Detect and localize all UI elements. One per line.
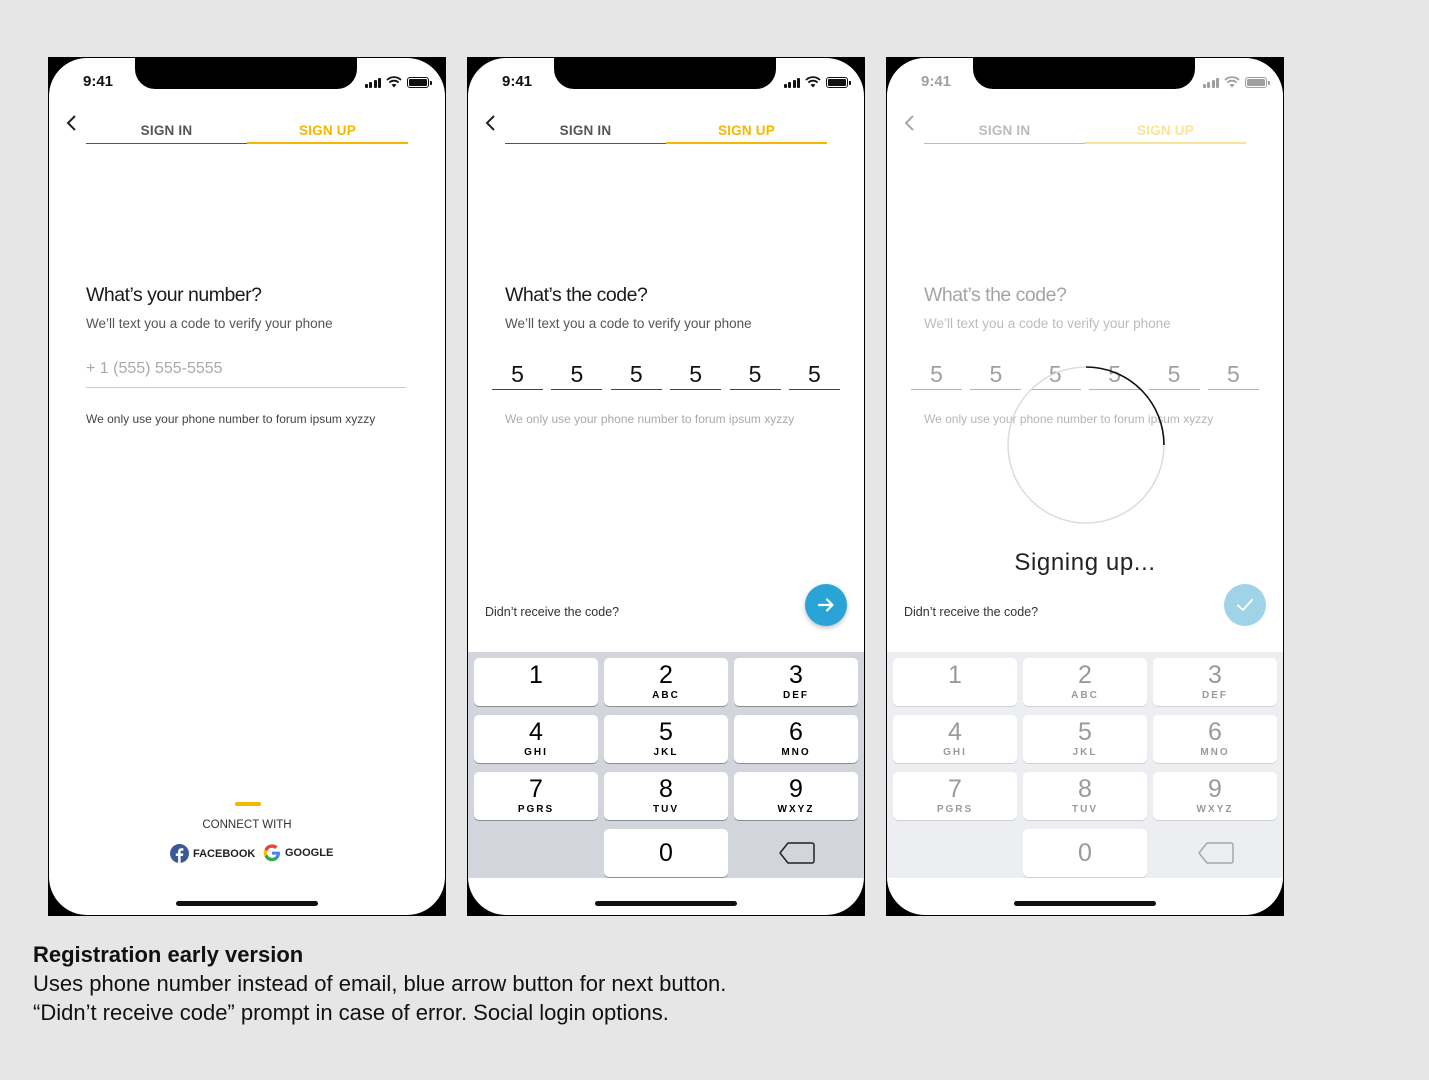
screen (887, 58, 1283, 915)
page-subtitle: We’ll text you a code to verify your phone (505, 316, 752, 331)
code-digit[interactable]: 5 (730, 360, 781, 390)
battery-icon (826, 77, 848, 88)
loading-spinner (1005, 364, 1167, 526)
status-time: 9:41 (83, 73, 114, 90)
caption-line: Uses phone number instead of email, blue arrow button for next button. (33, 971, 727, 996)
tab-sign-in[interactable]: SIGN IN (559, 123, 612, 138)
disclaimer-text: We only use your phone number to forum ipsum xyzzy (505, 412, 795, 426)
delete-icon[interactable] (778, 840, 818, 866)
code-digit[interactable]: 5 (611, 360, 662, 390)
signing-up-screen (886, 57, 1284, 916)
didnt-receive-code-link[interactable]: Didn’t receive the code? (904, 605, 1039, 619)
code-digit[interactable]: 5 (492, 360, 543, 390)
wifi-icon (386, 76, 402, 88)
key-4[interactable]: 4 GHI (474, 715, 598, 763)
code-digit[interactable]: 5 (551, 360, 602, 390)
auth-tabs (505, 120, 827, 144)
google-icon (263, 844, 281, 862)
tab-sign-up[interactable]: SIGN UP (247, 120, 408, 144)
page-title: What’s your number? (86, 284, 262, 306)
next-button[interactable] (805, 584, 847, 626)
code-digit[interactable]: 5 (670, 360, 721, 390)
caption-title: Registration early version (33, 942, 304, 967)
caption (33, 941, 1033, 1027)
code-input[interactable] (492, 360, 840, 390)
notch (554, 57, 776, 89)
battery-icon (407, 77, 429, 88)
home-indicator (1014, 901, 1156, 906)
key-3[interactable]: 3 DEF (734, 658, 858, 706)
phone-number-screen (48, 57, 446, 916)
facebook-icon (170, 844, 189, 863)
numeric-keypad (468, 652, 864, 878)
status-icons (365, 76, 430, 88)
key-9[interactable]: 9 WXYZ (734, 772, 858, 820)
key-6[interactable]: 6 MNO (734, 715, 858, 763)
caption-line: “Didn’t receive code” prompt in case of error. Social login options. (33, 1000, 669, 1025)
code-digit[interactable]: 5 (789, 360, 840, 390)
tab-sign-in[interactable]: SIGN IN (140, 123, 193, 138)
verify-code-screen (467, 57, 865, 916)
signing-up-label: Signing up... (1014, 549, 1156, 576)
connect-divider (235, 802, 261, 806)
arrow-right-icon (816, 595, 836, 615)
status-time: 9:41 (502, 73, 533, 90)
key-5[interactable]: 5 JKL (604, 715, 728, 763)
key-8[interactable]: 8 TUV (604, 772, 728, 820)
key-1[interactable]: 1 (474, 658, 598, 706)
facebook-login-button[interactable] (170, 844, 255, 863)
connect-with-label: CONNECT WITH (202, 819, 292, 831)
signal-icon (784, 77, 801, 88)
screen (49, 58, 445, 915)
facebook-label: FACEBOOK (193, 847, 256, 860)
status-icons (784, 76, 849, 88)
notch (973, 57, 1195, 89)
key-0[interactable]: 0 (604, 829, 728, 877)
google-label: GOOGLE (285, 847, 334, 859)
signal-icon (365, 77, 382, 88)
key-2[interactable]: 2 ABC (604, 658, 728, 706)
phone-number-input[interactable]: + 1 (555) 555-5555 (86, 358, 406, 388)
back-icon[interactable] (482, 112, 500, 134)
key-7[interactable]: 7 PGRS (474, 772, 598, 820)
disclaimer-text: We only use your phone number to forum ipsum xyzzy (86, 412, 376, 426)
page-title: What’s the code? (505, 284, 648, 306)
didnt-receive-code-link[interactable]: Didn’t receive the code? (485, 605, 620, 619)
notch (135, 57, 357, 89)
home-indicator (595, 901, 737, 906)
auth-tabs (86, 120, 408, 144)
tab-sign-up[interactable]: SIGN UP (666, 120, 827, 144)
wifi-icon (805, 76, 821, 88)
google-login-button[interactable] (263, 844, 333, 862)
screen (468, 58, 864, 915)
page-subtitle: We’ll text you a code to verify your phone (86, 316, 333, 331)
done-button (1224, 584, 1266, 626)
checkmark-icon (1234, 594, 1256, 616)
back-icon[interactable] (63, 112, 81, 134)
home-indicator (176, 901, 318, 906)
